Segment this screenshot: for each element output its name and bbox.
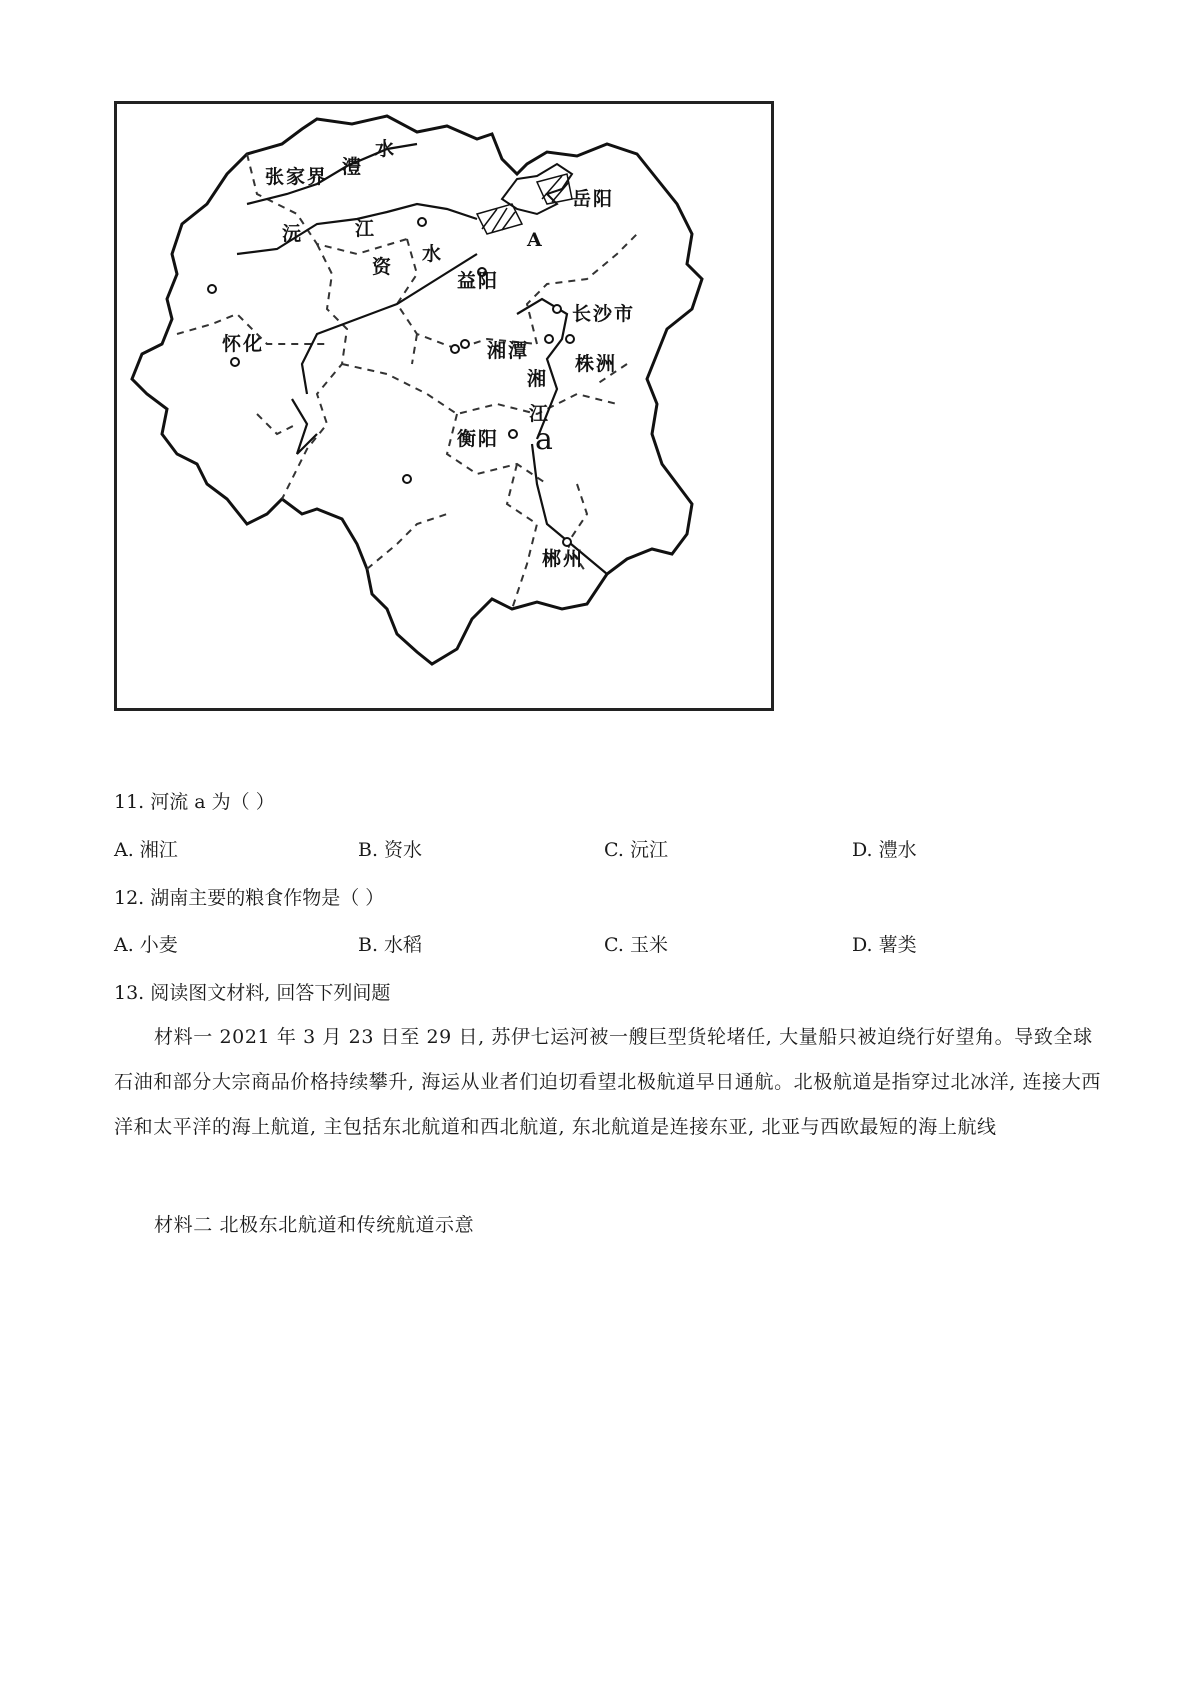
- label-hengyang: 衡阳: [457, 428, 500, 450]
- label-zhangjiajie: 张家界: [265, 166, 329, 188]
- label-zishui-zi: 资: [372, 256, 394, 278]
- material-one: 材料一 2021 年 3 月 23 日至 29 日, 苏伊七运河被一艘巨型货轮堵任, 大量船只被迫绕行好望角。导致全球石油和部分大宗商品价格持续攀升, 海运从业者们迫切看望北极航道早日通航。北极航道是指穿过北冰洋, 连接大西洋和太平洋的海上航道, 主包括东北航道和西北航道, 东北航道是连接东亚, 北亚与西欧最短的海上航线: [114, 1026, 1101, 1138]
- label-huaihua: 怀化: [222, 333, 265, 355]
- label-xiangjiang-xiang: 湘: [527, 368, 549, 390]
- label-chenzhou: 郴州: [542, 548, 585, 570]
- material-two: 材料二 北极东北航道和传统航道示意: [154, 1214, 475, 1236]
- label-xiangjiang-jiang: 江: [529, 403, 551, 425]
- question-12-stem: 12. 湖南主要的粮食作物是（ ）: [114, 887, 385, 909]
- tributary: [292, 399, 317, 454]
- question-12-option-b: B. 水稻: [358, 934, 423, 956]
- label-point-a: A: [527, 229, 544, 251]
- hatched-area-yueyang: [537, 174, 572, 204]
- label-lishui-li: 澧: [342, 156, 364, 178]
- label-river-a: a: [535, 422, 555, 457]
- label-zishui-shui: 水: [422, 243, 444, 265]
- question-11-option-b: B. 资水: [358, 839, 423, 861]
- question-12-option-d: D. 薯类: [852, 934, 917, 956]
- question-11-stem: 11. 河流 a 为（ ）: [114, 791, 275, 813]
- hunan-map: [114, 101, 774, 711]
- hunan-map-drawing: [117, 104, 771, 708]
- label-yiyang: 益阳: [457, 270, 500, 292]
- label-yueyang: 岳阳: [572, 188, 615, 210]
- label-changsha: 长沙市: [572, 303, 636, 325]
- question-11-option-d: D. 澧水: [852, 839, 917, 861]
- question-11-option-a: A. 湘江: [114, 839, 178, 861]
- rivers: [237, 144, 607, 574]
- question-12-option-c: C. 玉米: [604, 934, 668, 956]
- label-zhuzhou: 株洲: [575, 353, 618, 375]
- question-13-stem: 13. 阅读图文材料, 回答下列间题: [114, 982, 391, 1004]
- question-12-option-a: A. 小麦: [114, 934, 178, 956]
- label-xiangtan: 湘潭: [487, 340, 530, 362]
- label-yuanjiang-jiang: 江: [355, 218, 377, 240]
- label-lishui-shui: 水: [375, 138, 397, 160]
- question-11-option-c: C. 沅江: [604, 839, 668, 861]
- label-yuanjiang-yuan: 沅: [282, 223, 304, 245]
